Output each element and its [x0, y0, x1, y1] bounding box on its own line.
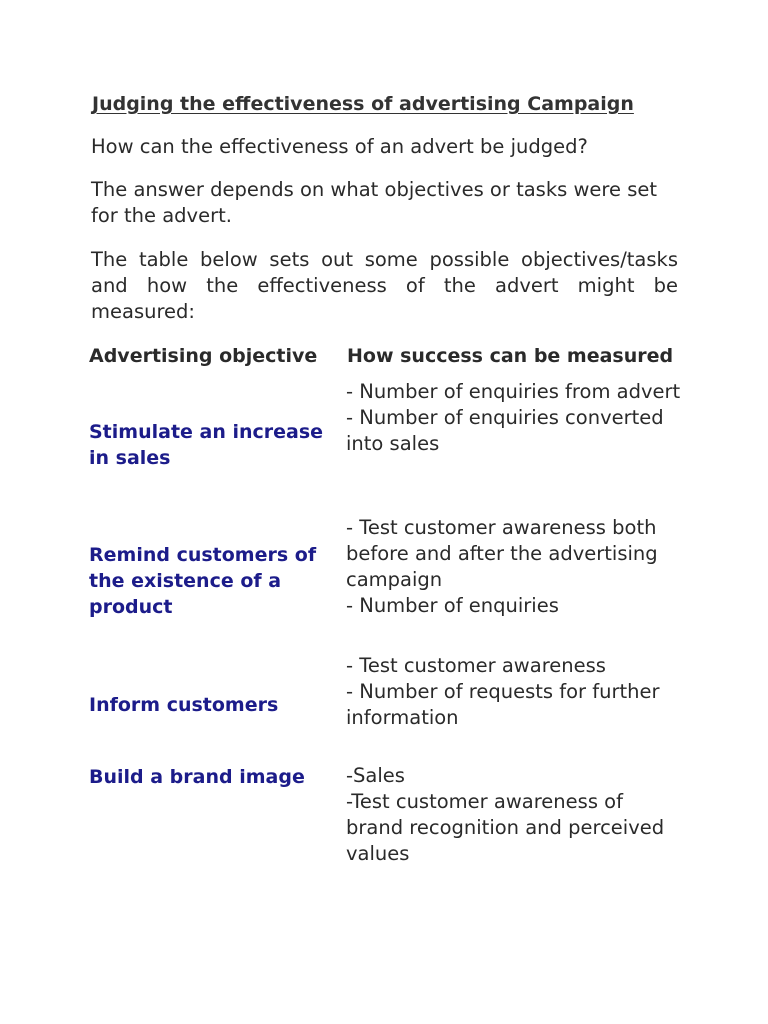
measure-item: - Number of requests for further information [346, 680, 660, 729]
measure-item: -Sales [346, 764, 405, 787]
table-row-objective: Stimulate an increase in sales [89, 421, 324, 469]
measure-item: -Test customer awareness of brand recognition and perceived values [346, 790, 665, 865]
table-row-measures [346, 653, 686, 731]
measure-item: - Number of enquiries converted into sales [346, 406, 664, 455]
table-row-measures [346, 763, 686, 867]
table-row-objective: Inform customers [89, 694, 279, 716]
table-header-measure: How success can be measured [347, 345, 674, 367]
table-row-objective: Build a brand image [89, 766, 305, 788]
measure-item: - Test customer awareness [346, 654, 606, 677]
table-header-objective: Advertising objective [89, 345, 318, 367]
paragraph-question: How can the effectiveness of an advert be judged? [91, 135, 588, 158]
document-title: Judging the effectiveness of advertising Campaign [92, 93, 634, 115]
table-row-objective: Remind customers of the existence of a product [89, 544, 317, 618]
measure-item: - Number of enquiries from advert [346, 380, 681, 403]
table-row-measures [346, 379, 686, 457]
table-row-measures [346, 515, 686, 619]
paragraph-table-intro: The table below sets out some possible objectives/tasks and how the effectiveness of the advert might be measured: [91, 248, 678, 323]
measure-item: - Number of enquiries [346, 594, 559, 617]
paragraph-answer: The answer depends on what objectives or tasks were set for the advert. [91, 178, 658, 227]
measure-item: - Test customer awareness both before and after the advertising campaign [346, 516, 658, 591]
